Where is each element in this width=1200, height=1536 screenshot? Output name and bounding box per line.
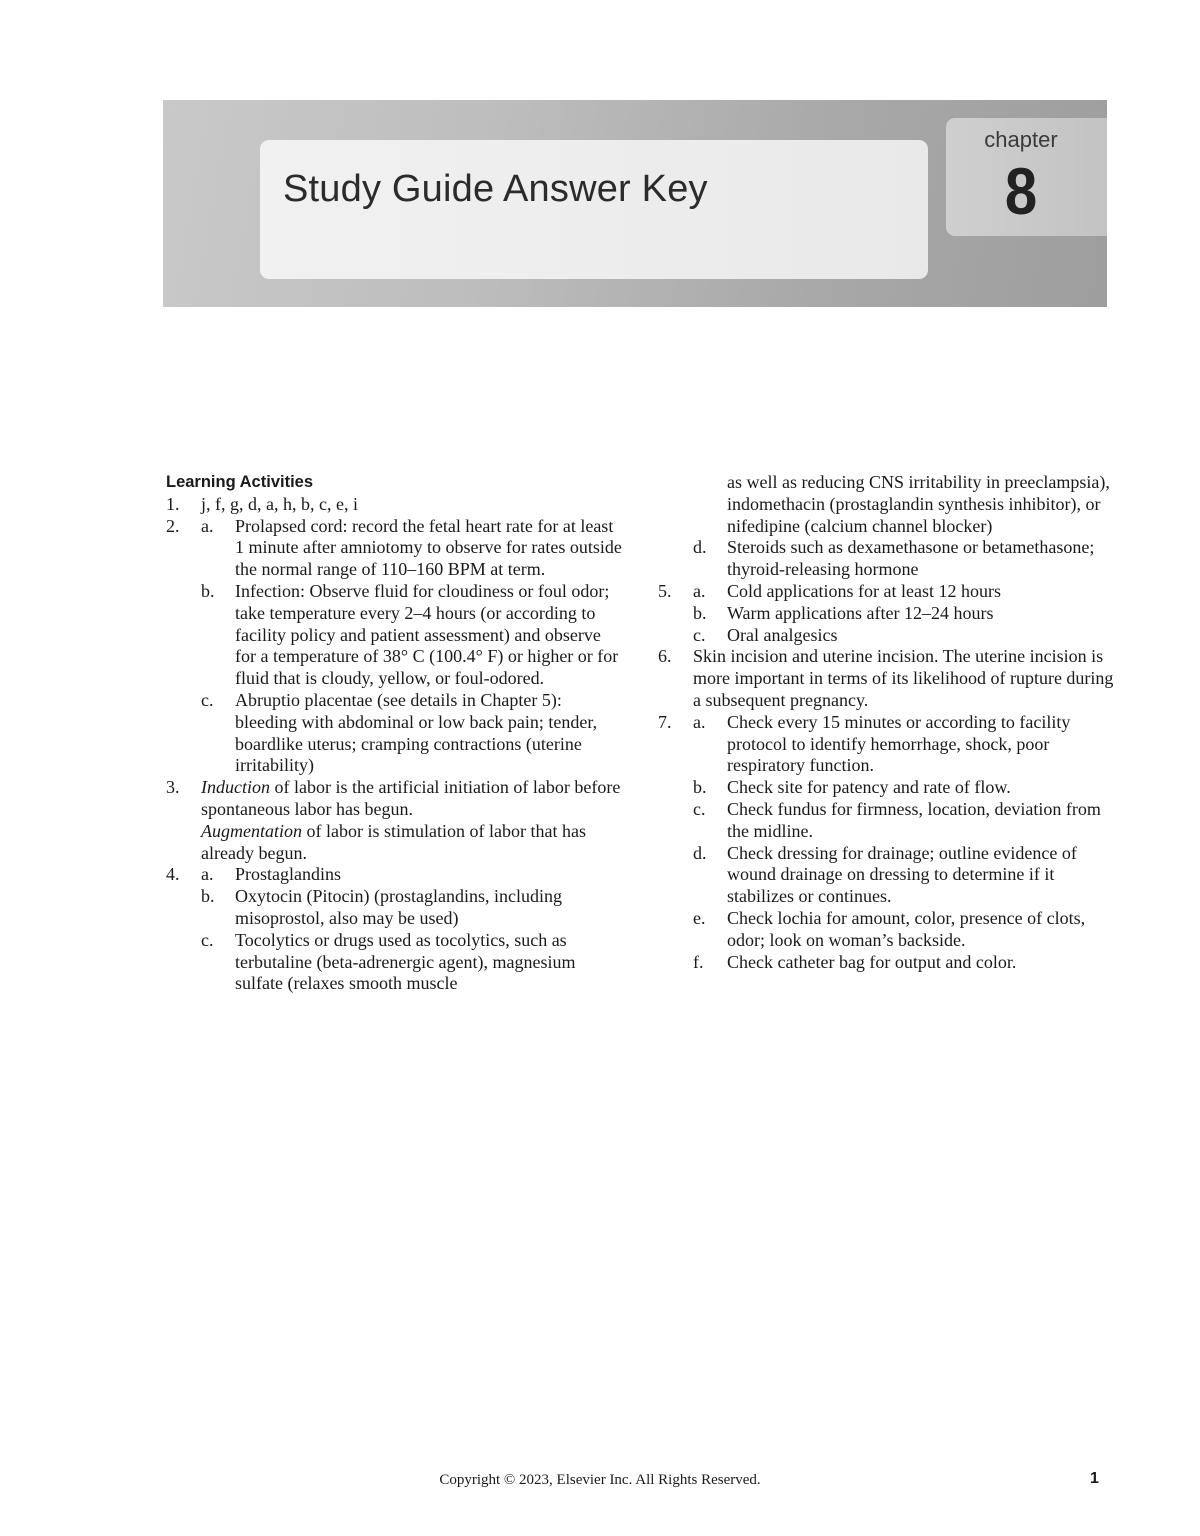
answer-2c (201, 690, 626, 777)
sub-letter: c. (693, 798, 706, 819)
answer-7 (658, 712, 1118, 974)
answer-number: 3. (166, 777, 180, 798)
answer-4c (201, 930, 626, 995)
sub-letter: c. (693, 624, 706, 645)
sub-text: Cold applications for at least 12 hours (727, 580, 1001, 601)
sub-letter: e. (693, 907, 706, 928)
answer-2 (166, 516, 626, 778)
sub-text: Warm applications after 12–24 hours (727, 602, 994, 623)
copyright-footer: Copyright © 2023, Elsevier Inc. All Rights Reserved. (439, 1472, 761, 1488)
sub-letter: b. (693, 777, 707, 798)
answer-4c-continued: as well as reducing CNS irritability in preeclampsia), indomethacin (prostaglandin synthesis inhibitor), or nifedipine (calcium channel blocker) (727, 472, 1110, 536)
answer-number: 6. (658, 646, 672, 667)
sub-text: Oxytocin (Pitocin) (prostaglandins, including misoprostol, also may be used) (235, 886, 562, 928)
answer-text: j, f, g, d, a, h, b, c, e, i (201, 493, 358, 514)
answer-number: 2. (166, 515, 180, 536)
chapter-label: chapter (984, 127, 1058, 152)
sub-letter: a. (201, 864, 214, 885)
sub-text: Check lochia for amount, color, presence of clots, odor; look on woman’s backside. (727, 907, 1086, 950)
sub-letter: b. (201, 886, 215, 907)
answer-7e (693, 908, 1118, 952)
sub-text: Check every 15 minutes or according to facility protocol to identify hemorrhage, shock, poor respiratory function. (727, 711, 1071, 776)
sub-text: Check dressing for drainage; outline evidence of wound drainage on dressing to determine if it stabilizes or continues. (727, 842, 1077, 907)
sub-text: Oral analgesics (727, 624, 838, 645)
answer-7b (693, 777, 1118, 799)
answer-number: 5. (658, 580, 672, 601)
answer-4b (201, 886, 626, 930)
induction-text: of labor is the artificial initiation of labor before spontaneous labor has begun. (201, 777, 621, 819)
left-column (166, 472, 626, 995)
answer-7d (693, 843, 1118, 908)
answer-number: 1. (166, 493, 180, 514)
answer-4a (201, 864, 626, 886)
sub-letter: f. (693, 951, 704, 972)
page-title: Study Guide Answer Key (283, 168, 708, 210)
augmentation-definition (201, 821, 626, 865)
augmentation-term: Augmentation (201, 820, 302, 841)
sub-letter: c. (201, 689, 214, 710)
sub-text: Tocolytics or drugs used as tocolytics, such as terbutaline (beta-adrenergic agent), magnesium sulfate (relaxes smooth muscle (235, 929, 576, 994)
answer-2a (201, 516, 626, 581)
sub-letter: d. (693, 842, 707, 863)
sub-text: Prolapsed cord: record the fetal heart rate for at least 1 minute after amniotomy to observe for rates outside the normal range of 110–160 BPM at term. (235, 515, 622, 580)
answer-number: 4. (166, 864, 180, 885)
sub-letter: a. (693, 580, 706, 601)
induction-definition (201, 777, 626, 821)
sub-text: Steroids such as dexamethasone or betamethasone; thyroid-releasing hormone (727, 537, 1095, 580)
sub-letter: b. (693, 602, 707, 623)
section-heading: Learning Activities (166, 473, 314, 491)
answer-5c (693, 625, 1118, 647)
answer-6 (658, 646, 1118, 711)
sub-letter: d. (693, 537, 707, 558)
page-number: 1 (1090, 1470, 1099, 1487)
induction-term: Induction (201, 777, 270, 798)
answer-4-continued (658, 537, 1118, 581)
augmentation-text: of labor is stimulation of labor that has already begun. (201, 820, 586, 863)
answer-4d (693, 537, 1118, 581)
answer-5a (693, 581, 1118, 603)
sub-letter: a. (693, 711, 706, 732)
answer-1 (166, 494, 626, 516)
answer-5 (658, 581, 1118, 646)
answer-text: Skin incision and uterine incision. The uterine incision is more important in terms of its likelihood of rupture during a subsequent pregnancy. (693, 646, 1114, 710)
answer-7f (693, 952, 1118, 974)
answer-2b (201, 581, 626, 690)
answer-5b (693, 603, 1118, 625)
answer-3 (166, 777, 626, 864)
sub-letter: a. (201, 515, 214, 536)
answer-number: 7. (658, 711, 672, 732)
sub-letter: c. (201, 929, 214, 950)
sub-text: Check fundus for firmness, location, deviation from the midline. (727, 798, 1101, 841)
answer-4 (166, 864, 626, 995)
sub-text: Check catheter bag for output and color. (727, 951, 1017, 972)
right-column (658, 472, 1118, 973)
sub-letter: b. (201, 580, 215, 601)
answer-7a (693, 712, 1118, 777)
sub-text: Check site for patency and rate of flow. (727, 777, 1011, 798)
chapter-number: 8 (1004, 154, 1038, 228)
sub-text: Infection: Observe fluid for cloudiness or foul odor; take temperature every 2–4 hours (or according to facility policy and patient assessment) and observe for a temperature of 38° C (100.4° F) or higher or for fluid that is cloudy, yellow, or foul-odored. (235, 580, 619, 689)
sub-text: Prostaglandins (235, 864, 341, 885)
answer-7c (693, 799, 1118, 843)
sub-text: Abruptio placentae (see details in Chapter 5): bleeding with abdominal or low back pain; tender, boardlike uterus; cramping contractions (uterine irritability) (235, 689, 598, 776)
